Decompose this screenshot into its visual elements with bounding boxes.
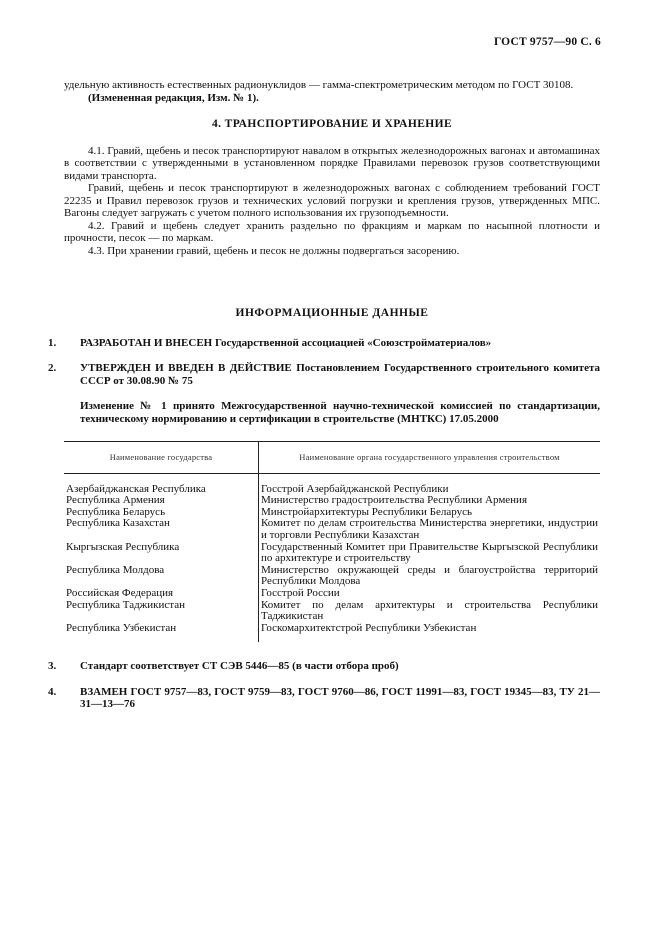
document-body bbox=[48, 79, 600, 724]
amendment-1-text: Изменение № 1 принято Межгосударственной научно-технической комиссией по стандартизации, техническому нормированию и сертификации в строительстве (МНТКС) 17.05.2000 bbox=[80, 400, 600, 425]
info-data-title: ИНФОРМАЦИОННЫЕ ДАННЫЕ bbox=[235, 307, 429, 319]
state-name: Республика Армения bbox=[64, 495, 259, 507]
continued-paragraph: удельную активность естественных радионуклидов — гамма-спектрометрическим методом по ГОСТ 30108. bbox=[64, 79, 574, 91]
authority-name: Министерство градостроительства Республики Армения bbox=[261, 494, 527, 507]
info-item-3 bbox=[48, 660, 600, 673]
state-name: Республика Узбекистан bbox=[64, 623, 259, 643]
info-item-3-number: 3. bbox=[48, 660, 57, 673]
info-item-1-number: 1. bbox=[48, 336, 57, 349]
table-row bbox=[64, 623, 600, 643]
info-item-4-number: 4. bbox=[48, 685, 57, 698]
info-item-1 bbox=[48, 336, 600, 350]
info-item-4-text: ВЗАМЕН ГОСТ 9757—83, ГОСТ 9759—83, ГОСТ 9760—86, ГОСТ 11991—83, ГОСТ 19345—83, ТУ 21—31—13—76 bbox=[80, 685, 600, 711]
state-name: Азербайджанская Республика bbox=[64, 473, 259, 495]
paragraph-4-2: 4.2. Гравий и щебень следует хранить раздельно по фракциям и маркам по насыпной плотности и прочности, песок — по маркам. bbox=[64, 219, 600, 244]
info-item-1-text: РАЗРАБОТАН И ВНЕСЕН Государственной ассоциацией «Союзстройматериалов» bbox=[80, 336, 492, 349]
state-name: Республика Беларусь bbox=[64, 507, 259, 519]
state-name: Республика Таджикистан bbox=[64, 600, 259, 623]
authority-name: Минстройархитектуры Республики Беларусь bbox=[261, 505, 472, 518]
page-header: ГОСТ 9757—90 С. 6 bbox=[493, 36, 601, 48]
state-name: Республика Молдова bbox=[64, 565, 259, 588]
info-item-2-text: УТВЕРЖДЕН И ВВЕДЕН В ДЕЙСТВИЕ Постановлением Государственного строительного комитета СССР от 30.08.90 № 75 bbox=[80, 362, 600, 387]
paragraph-4-1-rail: Гравий, щебень и песок транспортируют в железнодорожных вагонах с соблюдением требований ГОСТ 22235 и Правил перевозок грузов и технических условий погрузки и крепления грузов, утвержденных МПС. Вагоны следует загружать с учетом полного использования их грузоподъемности. bbox=[64, 182, 600, 219]
table-row bbox=[64, 518, 600, 541]
paragraph-4-3: 4.3. При хранении гравий, щебень и песок не должны подвергаться засорению. bbox=[88, 244, 460, 257]
authority-name: Госстрой России bbox=[261, 586, 340, 599]
authority-name: Государственный Комитет при Правительстве Кыргызской Республики по архитектуре и строительству bbox=[261, 540, 598, 565]
table-header-state: Наименование государства bbox=[64, 442, 259, 474]
states-table bbox=[64, 441, 600, 642]
authority-name: Министерство окружающей среды и благоустройства территорий Республики Молдова bbox=[261, 563, 598, 588]
table-row bbox=[64, 588, 600, 600]
table-row bbox=[64, 473, 600, 495]
info-item-4 bbox=[48, 685, 600, 711]
section-4-title: 4. ТРАНСПОРТИРОВАНИЕ И ХРАНЕНИЕ bbox=[211, 118, 453, 130]
table-row bbox=[64, 565, 600, 588]
state-name: Республика Казахстан bbox=[64, 518, 259, 541]
table-header-row bbox=[64, 442, 600, 474]
info-item-2 bbox=[48, 362, 600, 387]
amendment-note: (Измененная редакция, Изм. № 1). bbox=[88, 91, 259, 104]
info-item-2-number: 2. bbox=[48, 362, 57, 374]
state-name: Кыргызская Республика bbox=[64, 542, 259, 565]
paragraph-4-1: 4.1. Гравий, щебень и песок транспортируют навалом в открытых железнодорожных вагонах и автомашинах в соответствии с утвержденными в установленном порядке Правилами перевозок грузов соответствующими видами транспорта. bbox=[64, 144, 600, 182]
table-row bbox=[64, 600, 600, 623]
authority-name: Госкомархитектстрой Республики Узбекистан bbox=[261, 621, 477, 634]
authority-name: Комитет по делам архитектуры и строительства Республики Таджикистан bbox=[261, 598, 598, 623]
table-header-authority: Наименование органа государственного управления строительством bbox=[259, 442, 601, 474]
authority-name: Госстрой Азербайджанской Республики bbox=[261, 482, 449, 495]
table-row bbox=[64, 542, 600, 565]
info-item-3-text: Стандарт соответствует СТ СЭВ 5446—85 (в части отбора проб) bbox=[80, 660, 399, 673]
state-name: Российская Федерация bbox=[64, 588, 259, 600]
authority-name: Комитет по делам строительства Министерства энергетики, индустрии и торговли Республики Казахстан bbox=[261, 517, 598, 541]
